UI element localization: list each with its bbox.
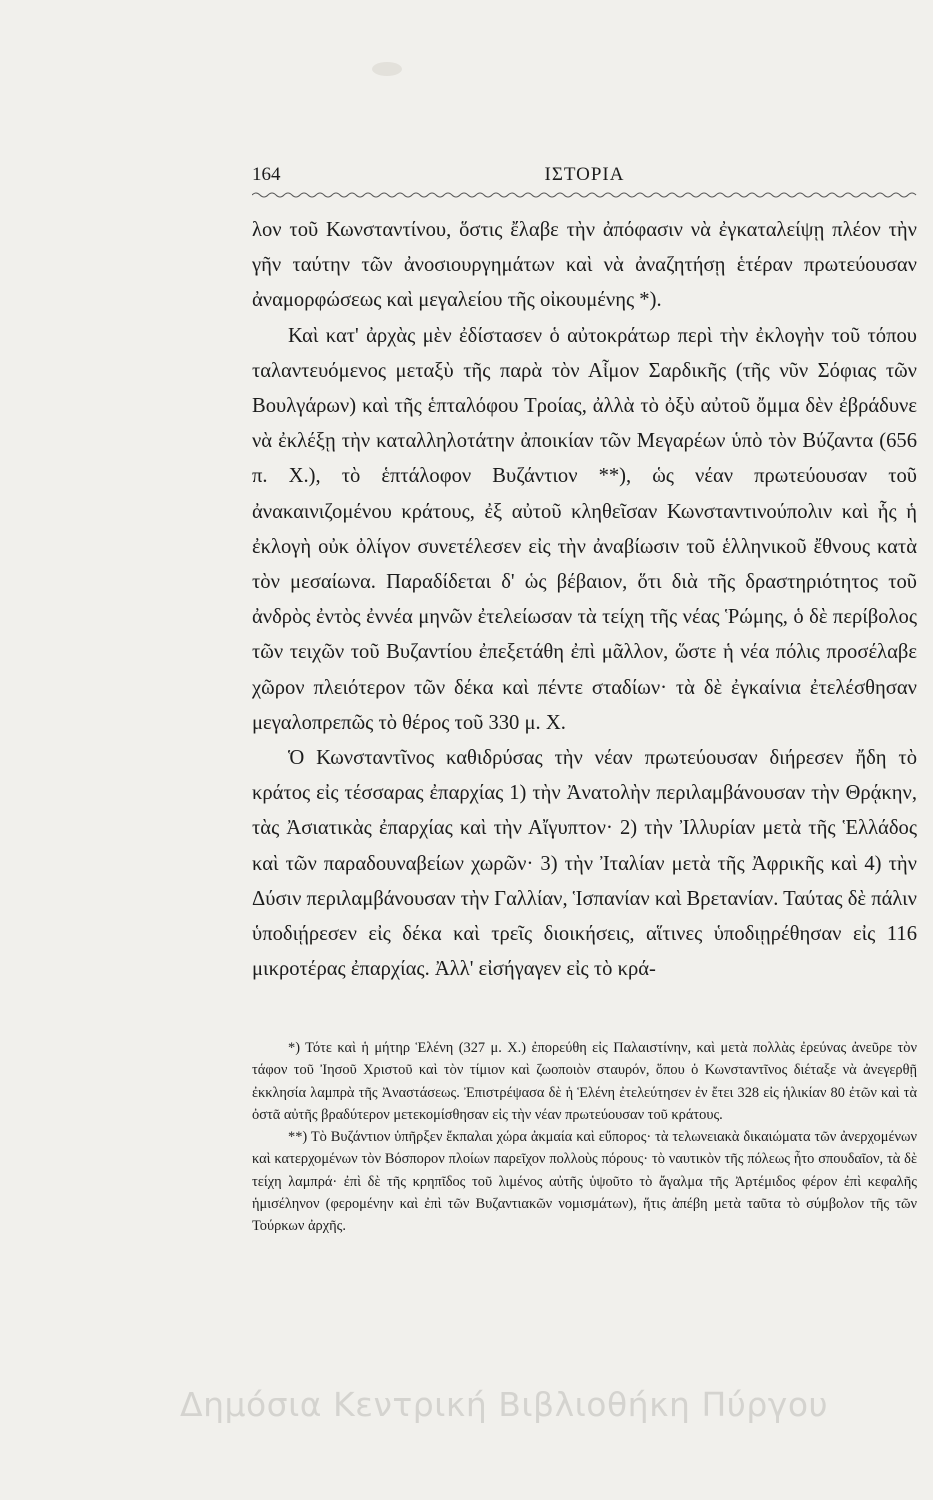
- paragraph: λον τοῦ Κωνσταντίνου, ὅστις ἔλαβε τὴν ἀπόφασιν νὰ ἐγκαταλείψῃ πλέον τὴν γῆν ταύτην τῶν ἀνοσιουργημάτων καὶ νὰ ἀναζητήσῃ ἑτέραν πρωτεύουσαν ἀναμορφώσεως καὶ μεγαλείου τῆς οἰκουμένης *).: [252, 219, 917, 312]
- paragraph: Καὶ κατ' ἀρχὰς μὲν ἐδίστασεν ὁ αὐτοκράτωρ περὶ τὴν ἐκλογὴν τοῦ τόπου ταλαντευόμενος μεταξὺ τῆς παρὰ τὸν Αἷμον Σαρδικῆς (τῆς νῦν Σόφιας τῶν Βουλγάρων) καὶ τῆς ἑπταλόφου Τροίας, ἀλλὰ τὸ ὀξὺ αὐτοῦ ὄμμα δὲν ἐβράδυνε νὰ ἐκλέξῃ τὴν καταλληλοτάτην ἀποικίαν τῶν Μεγαρέων ὑπὸ τὸν Βύζαντα (656 π. Χ.), τὸ ἑπτάλοφον Βυζάντιον **), ὡς νέαν πρωτεύουσαν τοῦ ἀνακαινιζομένου κράτους, ἐξ αὐτοῦ κληθεῖσαν Κωνσταντινούπολιν καὶ ἧς ἡ ἐκλογὴ οὐκ ὀλίγον συνετέλεσεν εἰς τὴν ἀναβίωσιν τοῦ ἑλληνικοῦ ἔθνους κατὰ τὸν μεσαίωνα. Παραδίδεται δ' ὡς βέβαιον, ὅτι διὰ τῆς δραστηριότητος τοῦ ἀνδρὸς ἐντὸς ἐννέα μηνῶν ἐτελείωσαν τὰ τείχη τῆς νέας Ῥώμης, ὁ δὲ περίβολος τῶν τειχῶν τοῦ Βυζαντίου ἐπεξετάθη ἐπὶ μᾶλλον, ὥστε ἡ νέα πόλις προσέλαβε χῶρον πλειότερον τῶν δέκα καὶ πέντε σταδίων· τὰ δὲ ἐγκαίνια ἐτελέσθησαν μεγαλοπρεπῶς τὸ θέρος τοῦ 330 μ. Χ.: [252, 324, 917, 734]
- footnote: **) Τὸ Βυζάντιον ὑπῆρξεν ἔκπαλαι χώρα ἀκμαία καὶ εὔπορος· τὰ τελωνειακὰ δικαιώματα τῶν ἀνερχομένων καὶ κατερχομένων τὸν Βόσπορον πλοίων παρεῖχον πολλοὺς πόρους· τὸ ναυτικὸν τῆς πόλεως ἦτο σπουδαῖον, τὰ δὲ τείχη λαμπρά· ἐπὶ δὲ τῆς κρηπῖδος τοῦ λιμένος αὐτῆς ὑψοῦτο τὸ ἄγαλμα τῆς Ἀρτέμιδος φέρον ἐπὶ κεφαλῆς ἡμισέληνον (φερομένην καὶ ἐπὶ τῶν Βυζαντιακῶν νομισμάτων), ἥτις ἀπέβη μετὰ ταῦτα τὸ σύμβολον τῆς τῶν Τούρκων ἀρχῆς.: [252, 1129, 917, 1235]
- footnotes: [252, 1037, 917, 1238]
- paragraph: Ὁ Κωνσταντῖνος καθιδρύσας τὴν νέαν πρωτεύουσαν διήρεσεν ἤδη τὸ κράτος εἰς τέσσαρας ἐπαρχίας 1) τὴν Ἀνατολὴν περιλαμβάνουσαν τὴν Θρᾴκην, τὰς Ἀσιατικὰς ἐπαρχίας καὶ τὴν Αἴγυπτον· 2) τὴν Ἰλλυρίαν μετὰ τῆς Ἑλλάδος καὶ τῶν παραδουναβείων χωρῶν· 3) τὴν Ἰταλίαν μετὰ τῆς Ἀφρικῆς καὶ 4) τὴν Δύσιν περιλαμβάνουσαν τὴν Γαλλίαν, Ἱσπανίαν καὶ Βρετανίαν. Ταύτας δὲ πάλιν ὑποδιῄρεσεν εἰς δέκα καὶ τρεῖς διοικήσεις, αἵτινες ὑποδιῃρέθησαν εἰς 116 μικροτέρας ἐπαρχίας. Ἀλλ' εἰσήγαγεν εἰς τὸ κρά-: [252, 747, 917, 981]
- page-number: 164: [252, 164, 281, 185]
- library-watermark: Δημόσια Κεντρική Βιβλιοθήκη Πύργου: [180, 1385, 829, 1424]
- main-text: [252, 213, 917, 987]
- running-title: ΙΣΤΟΡΙΑ: [544, 164, 625, 185]
- page-header: [252, 160, 917, 194]
- footnote: *) Τότε καὶ ἡ μήτηρ Ἑλένη (327 μ. Χ.) ἐπορεύθη εἰς Παλαιστίνην, καὶ μετὰ πολλὰς ἐρεύνας ἀνεῦρε τὸν τάφον τοῦ Ἰησοῦ Χριστοῦ καὶ τὸν τίμιον καὶ ζωοποιὸν σταυρόν, ὅπου ὁ Κωνσταντῖνος διέταξε νὰ ἀνεγερθῇ ἐκκλησία λαμπρὰ τῆς Ἀναστάσεως. Ἐπιστρέψασα δὲ ἡ Ἑλένη ἐτελεύτησεν ἐν ἔτει 328 εἰς ἡλικίαν 80 ἐτῶν καὶ τὰ ὀστᾶ αὐτῆς βραδύτερον μετεκομίσθησαν εἰς τὴν νέαν πρωτεύουσαν τοῦ κράτους.: [252, 1040, 917, 1123]
- header-wavy-rule: [252, 190, 917, 200]
- paper-smudge: [372, 62, 402, 76]
